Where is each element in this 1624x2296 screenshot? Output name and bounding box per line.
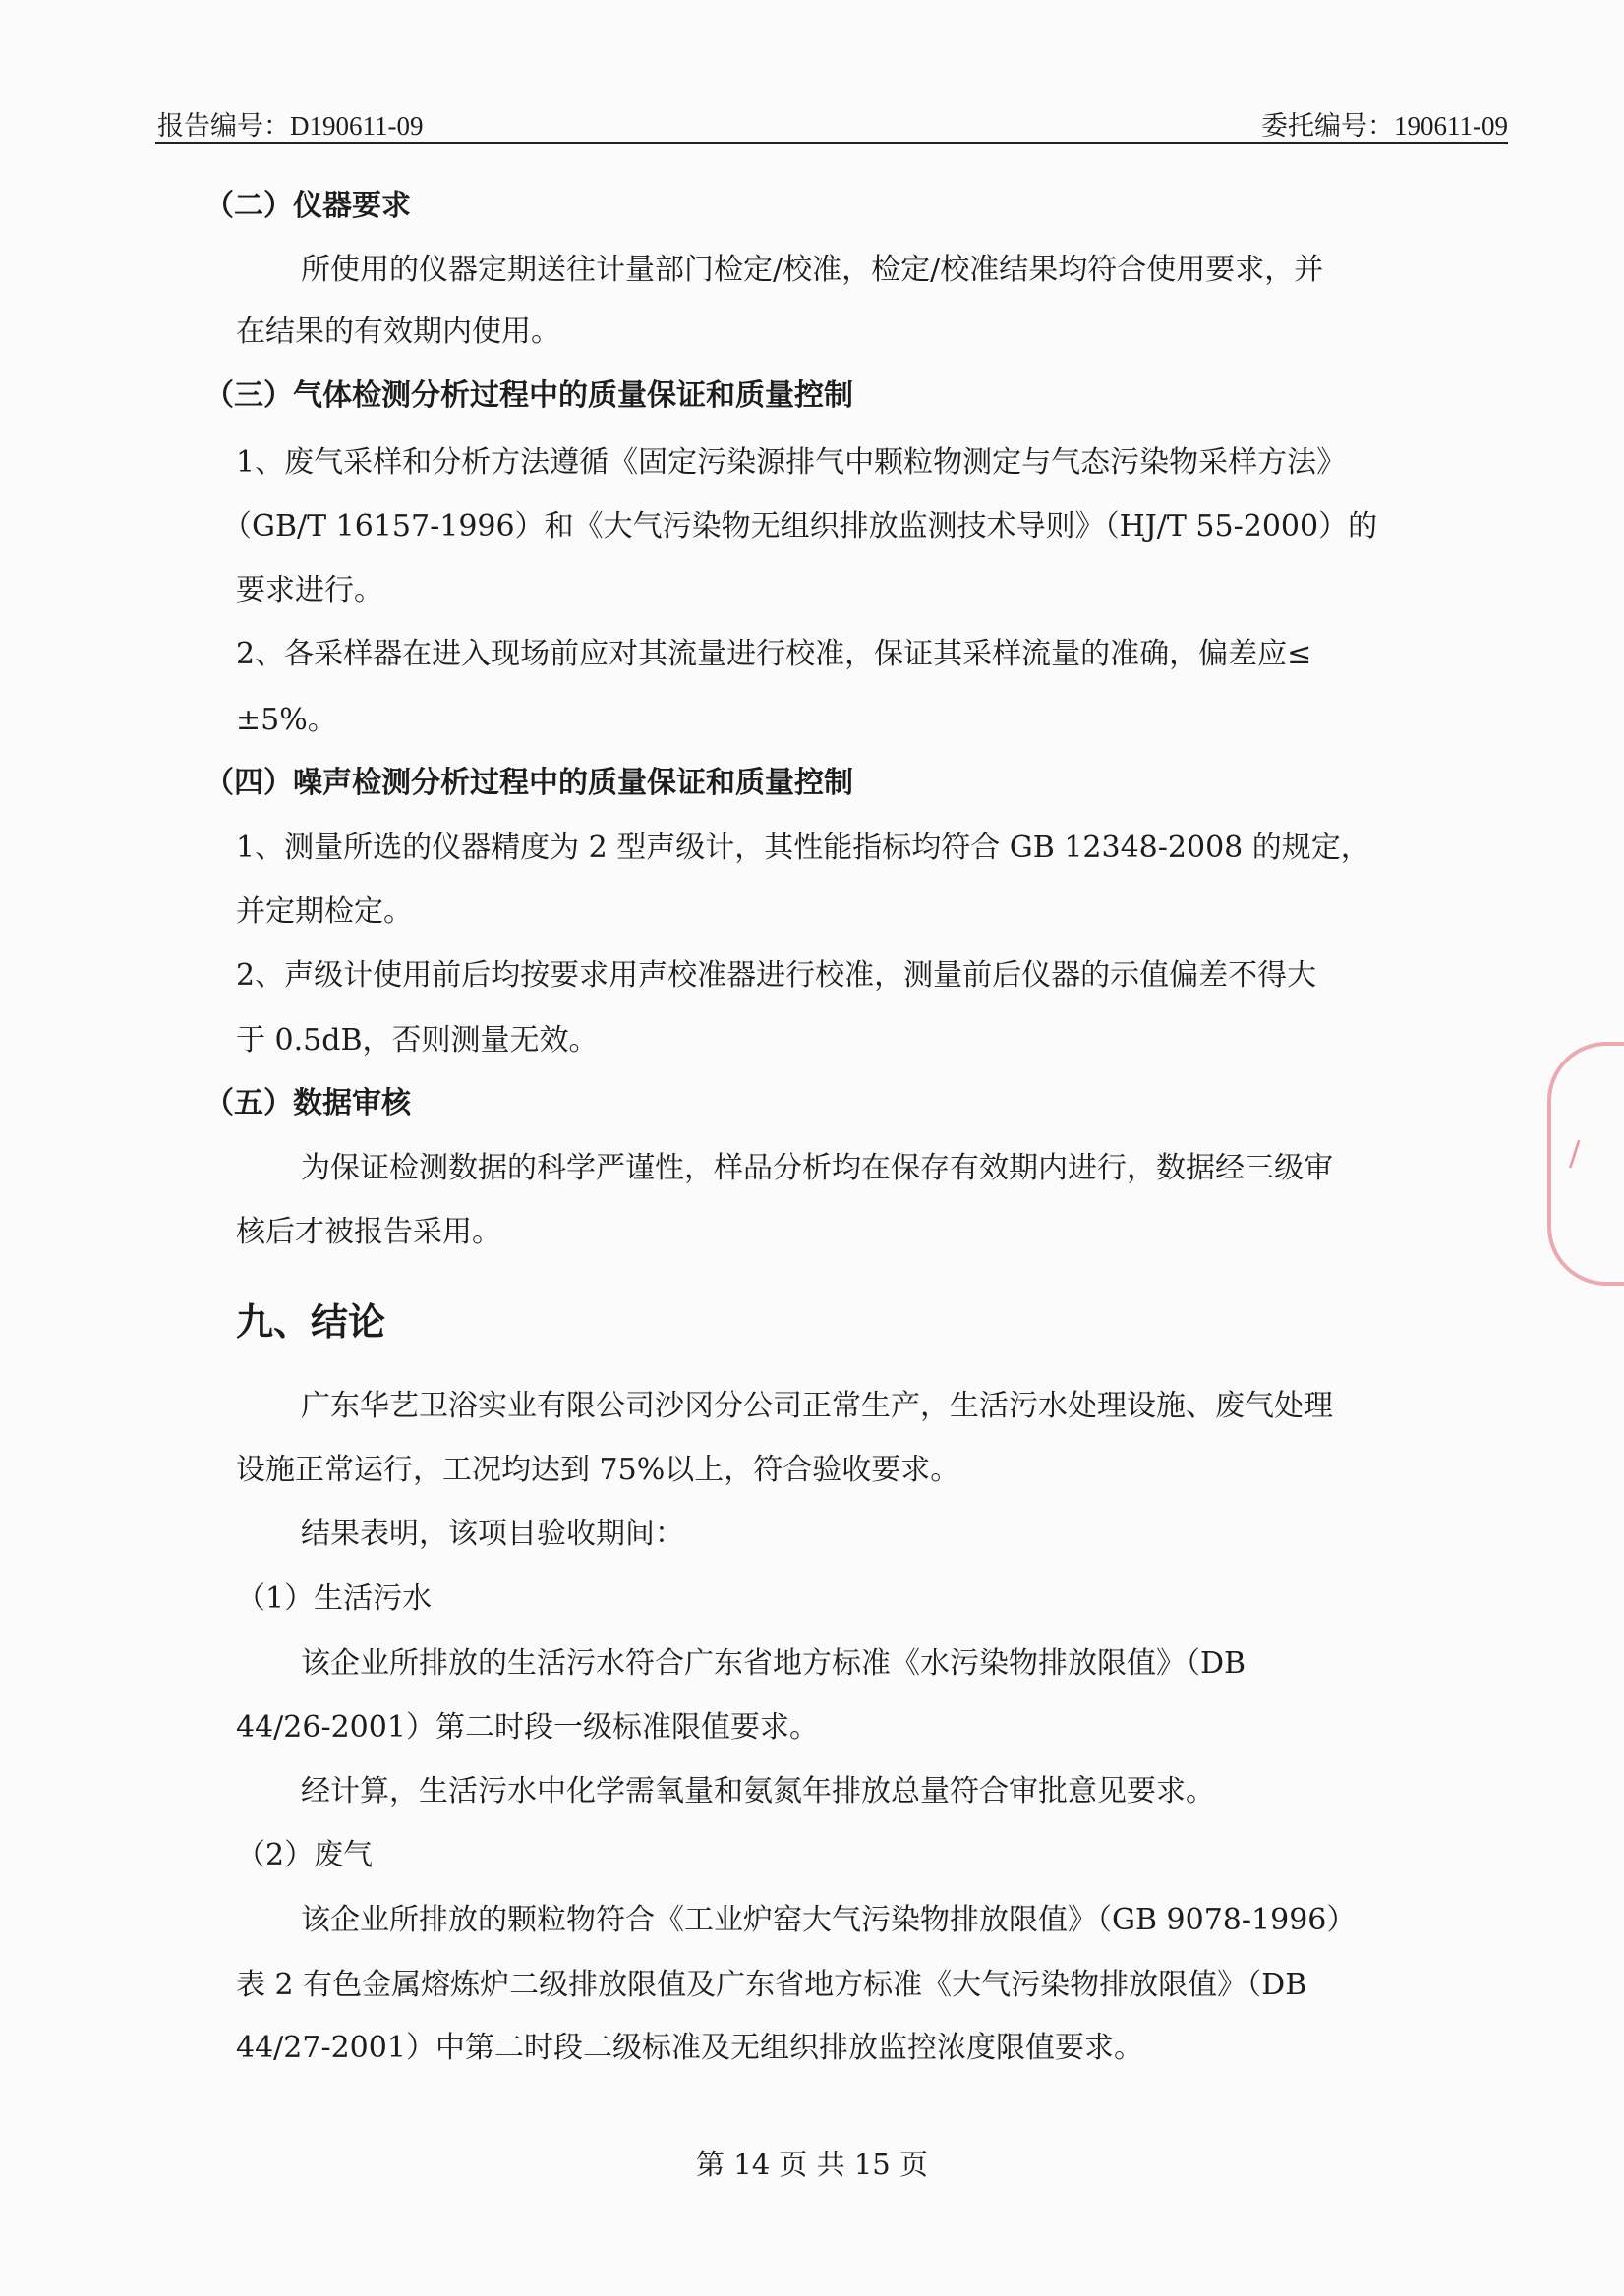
subsection-heading: （1）生活污水 [236,1581,433,1616]
section-heading: （三）气体检测分析过程中的质量保证和质量控制 [204,378,853,413]
commission-number: 委托编号：190611-09 [1261,111,1508,141]
paragraph-line: 结果表明，该项目验收期间： [301,1517,684,1551]
page-header [155,96,1508,144]
paragraph-line: 44/27-2001）中第二时段二级标准及无组织排放监控浓度限值要求。 [236,2031,1143,2065]
paragraph-line: 所使用的仪器定期送往计量部门检定/校准，检定/校准结果均符合使用要求，并 [301,253,1324,287]
subsection-heading: （2）废气 [236,1838,374,1872]
paragraph-line: 并定期检定。 [236,894,413,929]
paragraph-line: ±5%。 [236,703,337,737]
chapter-title: 九、结论 [236,1300,386,1344]
section-heading: （五）数据审核 [204,1086,411,1120]
red-seal-stamp: / [1547,1042,1624,1286]
section-heading: （二）仪器要求 [204,189,411,223]
paragraph-line: 经计算，生活污水中化学需氧量和氨氮年排放总量符合审批意见要求。 [301,1774,1215,1808]
paragraph-line: 核后才被报告采用。 [236,1215,501,1249]
paragraph-line: 在结果的有效期内使用。 [236,315,560,349]
list-item: 1、废气采样和分析方法遵循《固定污染源排气中颗粒物测定与气态污染物采样方法》 [236,445,1347,480]
paragraph-line: 为保证检测数据的科学严谨性，样品分析均在保存有效期内进行，数据经三级审 [301,1151,1333,1185]
paragraph-line: （GB/T 16157-1996）和《大气污染物无组织排放监测技术导则》（HJ/T 55-2000）的 [222,509,1378,544]
section-heading: （四）噪声检测分析过程中的质量保证和质量控制 [204,766,853,800]
page-number: 第 14 页 共 15 页 [696,2148,928,2181]
list-item: 2、声级计使用前后均按要求用声校准器进行校准，测量前后仪器的示值偏差不得大 [236,958,1317,993]
list-item: 2、各采样器在进入现场前应对其流量进行校准，保证其采样流量的准确，偏差应≤ [236,637,1312,671]
paragraph-line: 设施正常运行，工况均达到 75%以上，符合验收要求。 [236,1453,960,1487]
paragraph-line: 于 0.5dB，否则测量无效。 [236,1023,599,1058]
paragraph-line: 44/26-2001）第二时段一级标准限值要求。 [236,1710,819,1745]
report-number: 报告编号：D190611-09 [157,111,424,141]
paragraph-line: 该企业所排放的颗粒物符合《工业炉窑大气污染物排放限值》（GB 9078-1996） [301,1903,1357,1937]
paragraph-line: 要求进行。 [236,573,383,607]
paragraph-line: 广东华艺卫浴实业有限公司沙冈分公司正常生产，生活污水处理设施、废气处理 [301,1389,1333,1423]
paragraph-line: 表 2 有色金属熔炼炉二级排放限值及广东省地方标准《大气污染物排放限值》（DB [236,1968,1307,2002]
paragraph-line: 该企业所排放的生活污水符合广东省地方标准《水污染物排放限值》（DB [301,1646,1247,1681]
list-item: 1、测量所选的仪器精度为 2 型声级计，其性能指标均符合 GB 12348-2008 的规定， [236,831,1370,865]
